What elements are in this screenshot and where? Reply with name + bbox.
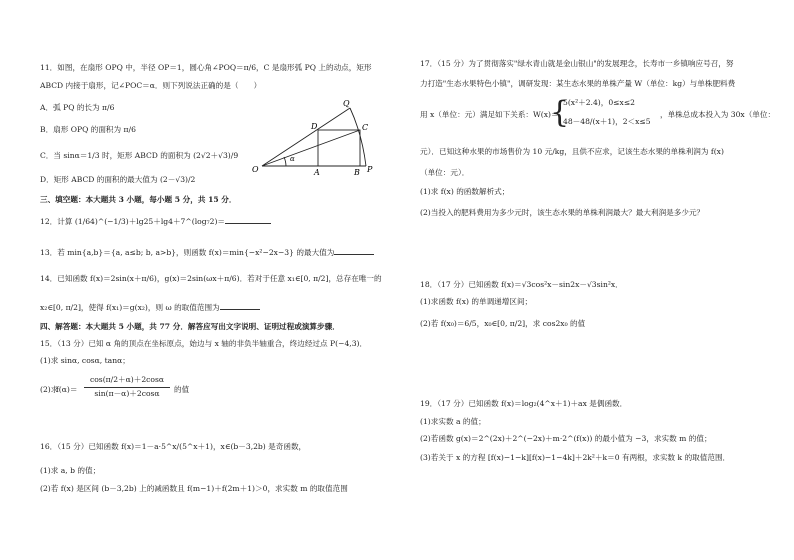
q19-part2: (2)若函数 g(x)＝2^(2x)＋2^(−2x)＋m·2^(f(x)) 的最小值为 −3，求实数 m 的值； (420, 434, 712, 443)
q18-line1: 18．（17 分）已知函数 f(x)＝√3cos²x－sin2x－√3sin²x． (420, 280, 623, 289)
q17-line3-pre: 用 x（单位：元）满足如下关系：W(x)＝ (420, 110, 559, 119)
q17-line3-post: ，单株总成本投入为 30x（单位： (660, 110, 776, 119)
q15-part1: (1)求 sinα, cosα, tanα； (40, 356, 130, 365)
q15-fname: f(α)＝ (56, 385, 78, 394)
q14-answer-blank[interactable] (220, 303, 260, 310)
section3-heading: 三、填空题：本大题共 3 小题，每小题 5 分，共 15 分． (40, 195, 237, 204)
q17-line1: 17．（15 分）为了贯彻落实"绿水青山就是金山银山"的发展理念，长寿市一乡镇响应号召，努 (420, 59, 734, 68)
q13 (40, 248, 374, 258)
sector-figure (250, 96, 375, 176)
q17-line2: 力打造"生态水果特色小镇"，调研发现：某生态水果的单株产量 W（单位：kg）与单株肥料费 (420, 79, 736, 88)
q16-line1: 16．（15 分）已知函数 f(x)＝1－a·5^x/(5^x＋1)，x∈(b－3,2b) 是奇函数， (40, 442, 307, 451)
q14-line1: 14．已知函数 f(x)＝2sin(x＋π/6)，g(x)＝2sin(ωx＋π/6)．若对于任意 x₁∈[0, π/2]，总存在唯一的 (40, 274, 382, 283)
q17-part2: (2)当投入的肥料费用为多少元时，该生态水果的单株利润最大？最大利润是多少元？ (420, 208, 705, 217)
q13-text: 13．若 min{a,b}＝{a, a≤b; b, a>b}，则函数 f(x)＝min{−x²−2x−3} 的最大值为 (40, 248, 335, 257)
segment-oc (262, 130, 360, 166)
q17-line4: 元）．已知这种水果的市场售价为 10 元/kg，且供不应求，记该生态水果的单株利润为 f(x) (420, 147, 724, 156)
q17-case1: 5(x²＋2.4)，0≤x≤2 (563, 98, 636, 107)
arc-pq (350, 108, 369, 166)
label-p: P (367, 165, 373, 174)
label-o: O (252, 165, 259, 174)
q19-part3: (3)若关于 x 的方程 [f(x)−1−k][f(x)−1−4k]＋2k²＋k＝0 有两根，求实数 k 的取值范围． (420, 453, 731, 462)
q16-part1: (1)求 a, b 的值； (40, 466, 101, 475)
label-alpha: α (290, 155, 295, 163)
section4-heading: 四、解答题：本大题共 5 小题，共 77 分．解答应写出文字说明、证明过程或演算步骤． (40, 322, 340, 331)
q17-line5: （单位：元）． (420, 168, 470, 177)
q17-case2: 48－48/(x＋1)，2＜x≤5 (563, 117, 651, 126)
q11-option-d: D．矩形 ABCD 的面积的最大值为 (2－√3)/2 (40, 175, 196, 184)
q14-line2 (40, 303, 260, 313)
q15-part2-suffix: 的值 (174, 385, 190, 394)
q11-option-a: A．弧 PQ 的长为 π/6 (40, 103, 115, 112)
q11-stem-line1: 11．如图，在扇形 OPQ 中，半径 OP＝1，圆心角∠POQ＝π/6，C 是扇形弧 PQ 上的动点，矩形 (40, 63, 372, 72)
piecewise-brace: { (550, 95, 570, 130)
label-a: A (314, 168, 320, 176)
q15-formula-bottom: sin(π－α)＋2cosα (94, 389, 160, 398)
q16-part2: (2)若 f(x) 是区间 (b－3,2b) 上的减函数且 f(m−1)＋f(2m＋1)＞0，求实数 m 的取值范围 (40, 484, 348, 493)
angle-arc (284, 157, 286, 166)
q12-answer-blank[interactable] (225, 217, 271, 224)
q11-stem-line2: ABCD 内接于扇形，记∠POC＝α．则下列说法正确的是（ ） (40, 81, 262, 90)
q19-part1: (1)求实数 a 的值； (420, 417, 486, 426)
q19-line1: 19．（17 分）已知函数 f(x)＝log₂(4^x＋1)＋ax 是偶函数． (420, 399, 628, 408)
q12-text: 12．计算 (1/64)^(−1/3)＋lg25＋lg4＋7^(log₇2)＝ (40, 217, 226, 226)
q15-formula-top: cos(π/2＋α)＋2cosα (89, 375, 165, 384)
q11-option-b: B．扇形 OPQ 的面积为 π/6 (40, 125, 136, 134)
label-c: C (362, 123, 369, 132)
label-q: Q (343, 99, 350, 108)
rectangle-abcd (318, 130, 360, 166)
radius-oq (262, 108, 350, 166)
q14-line2-text: x₂∈[0, π/2]，使得 f(x₁)＝g(x₂)，则 ω 的取值范围为 (40, 303, 220, 312)
q18-part2: (2)若 f(x₀)＝6/5，x₀∈[0, π/2]，求 cos2x₀ 的值 (420, 319, 586, 328)
q15-part2-prefix: (2)求 (40, 385, 59, 394)
q18-part1: (1)求函数 f(x) 的单调递增区间； (420, 297, 533, 306)
label-b: B (354, 168, 360, 176)
q15-line1: 15．（13 分）已知 α 角的顶点在坐标原点，始边与 x 轴的非负半轴重合，终边经过点 P(−4,3)． (40, 339, 368, 348)
fraction-bar (84, 387, 170, 388)
label-d: D (311, 122, 318, 131)
q13-answer-blank[interactable] (334, 248, 374, 255)
q17-part1: (1)求 f(x) 的函数解析式； (420, 187, 510, 196)
q12 (40, 217, 271, 227)
q11-option-c: C．当 sinα＝1/3 时，矩形 ABCD 的面积为 (2√2＋√3)/9 (40, 151, 239, 160)
